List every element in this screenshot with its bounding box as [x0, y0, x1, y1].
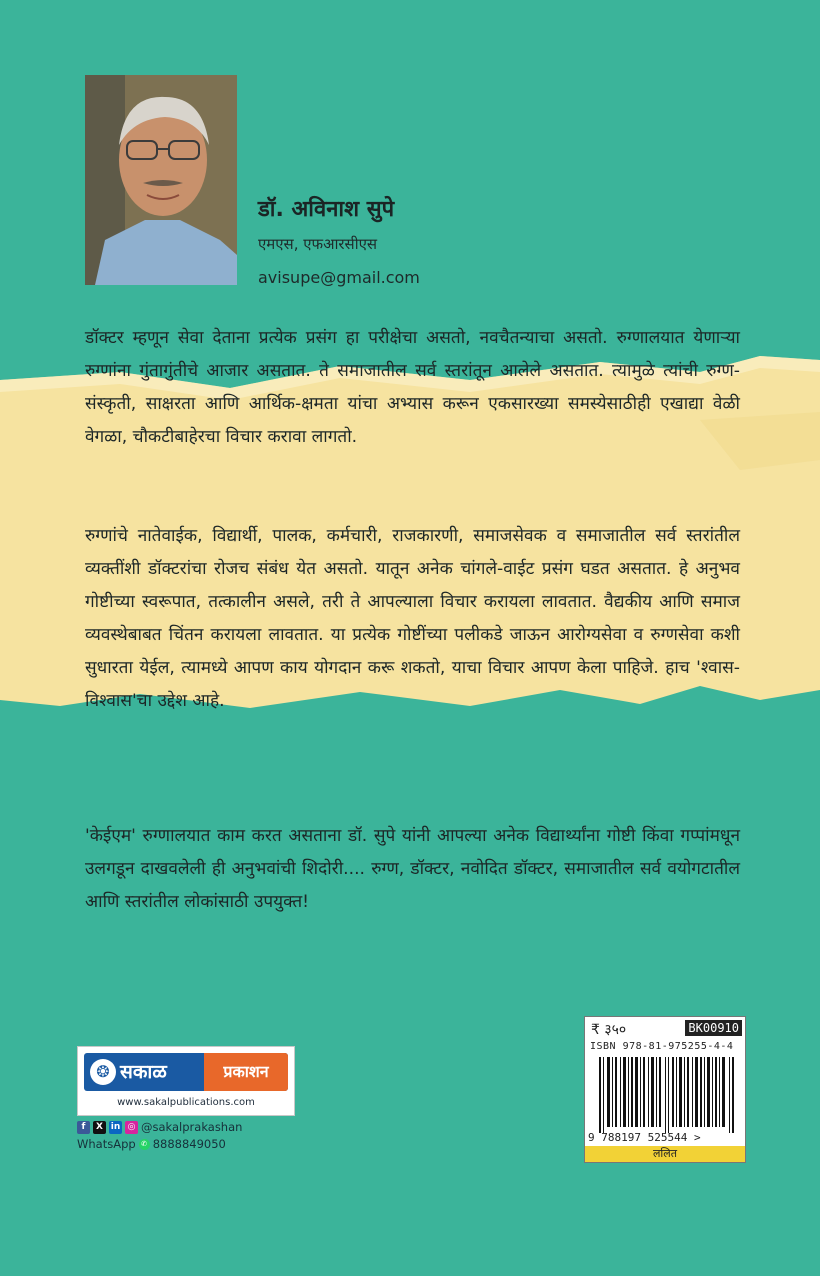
price: ₹ ३५०: [591, 1022, 627, 1038]
publisher-logo-banner: [84, 1053, 288, 1091]
instagram-icon[interactable]: ◎: [125, 1121, 138, 1134]
barcode-bars: [599, 1057, 737, 1133]
publisher-emblem-icon: ❂: [90, 1059, 116, 1085]
barcode-label: [584, 1016, 746, 1163]
social-handle[interactable]: @sakalprakashan: [141, 1120, 243, 1134]
whatsapp-contact: [77, 1137, 226, 1151]
publisher-name: सकाळ: [120, 1061, 167, 1083]
author-photo: [85, 75, 237, 285]
whatsapp-number[interactable]: 8888849050: [152, 1137, 226, 1151]
publisher-logo: [77, 1046, 295, 1116]
book-code: BK00910: [685, 1020, 742, 1036]
author-email[interactable]: avisupe@gmail.com: [258, 268, 420, 287]
whatsapp-icon: ✆: [139, 1139, 150, 1150]
author-name: डॉ. अविनाश सुपे: [258, 197, 395, 222]
blurb-paragraph-2: रुग्णांचे नातेवाईक, विद्यार्थी, पालक, कर्मचारी, राजकारणी, समाजसेवक व समाजातील सर्व स्तरांतील व्यक्तींशी डॉक्टरांचा रोजच संबंध येत असतो. यातून अनेक चांगले-वाईट प्रसंग घडत असतात. हे अनुभव गोष्टीच्या स्वरूपात, तत्कालीन असले, तरी ते आपल्याला विचार करायला लावतात. वैद्यकीय आणि समाज व्यवस्थेबाबत चिंतन करायला लावतात. या प्रत्येक गोष्टींच्या पलीकडे जाऊन आरोग्यसेवा व रुग्णसेवा कशी सुधारता येईल, त्यामध्ये आपण काय योगदान करू शकतो, याचा विचार आपण केला पाहिजे. हाच 'श्वास-विश्वास'चा उद्देश आहे.: [85, 526, 740, 711]
isbn: ISBN 978-81-975255-4-4: [590, 1041, 734, 1052]
social-links: [77, 1120, 242, 1134]
whatsapp-label: WhatsApp: [77, 1137, 136, 1151]
publisher-website[interactable]: www.sakalpublications.com: [117, 1097, 255, 1108]
publisher-label: प्रकाशन: [204, 1053, 288, 1091]
x-icon[interactable]: X: [93, 1121, 106, 1134]
barcode-number: 9 788197 525544 >: [588, 1131, 701, 1144]
author-degrees: एमएस, एफआरसीएस: [258, 235, 378, 253]
linkedin-icon[interactable]: in: [110, 1121, 121, 1132]
blurb-paragraph-3: 'केईएम' रुग्णालयात काम करत असताना डॉ. सुपे यांनी आपल्या अनेक विद्यार्थ्यांना गोष्टी किंवा गप्पांमधून उलगडून दाखवलेली ही अनुभवांची शिदोरी.... रुग्ण, डॉक्टर, नवोदित डॉक्टर, समाजातील सर्व वयोगटातील आणि स्तरांतील लोकांसाठी उपयुक्त!: [85, 826, 740, 912]
blurb-paragraph-1: डॉक्टर म्हणून सेवा देताना प्रत्येक प्रसंग हा परीक्षेचा असतो, नवचैतन्याचा असतो. रुग्णालयात येणाऱ्या रुग्णांना गुंतागुंतीचे आजार असतात. ते समाजातील सर्व स्तरांतून आलेले असतात. त्यामुळे त्यांची रुग्ण-संस्कृती, साक्षरता आणि आर्थिक-क्षमता यांचा अभ्यास करून एकसारख्या समस्येसाठीही एखाद्या वेळी वेगळा, चौकटीबाहेरचा विचार करावा लागतो.: [85, 328, 740, 447]
imprint-label: ललित: [585, 1146, 745, 1162]
facebook-icon[interactable]: f: [77, 1121, 90, 1134]
